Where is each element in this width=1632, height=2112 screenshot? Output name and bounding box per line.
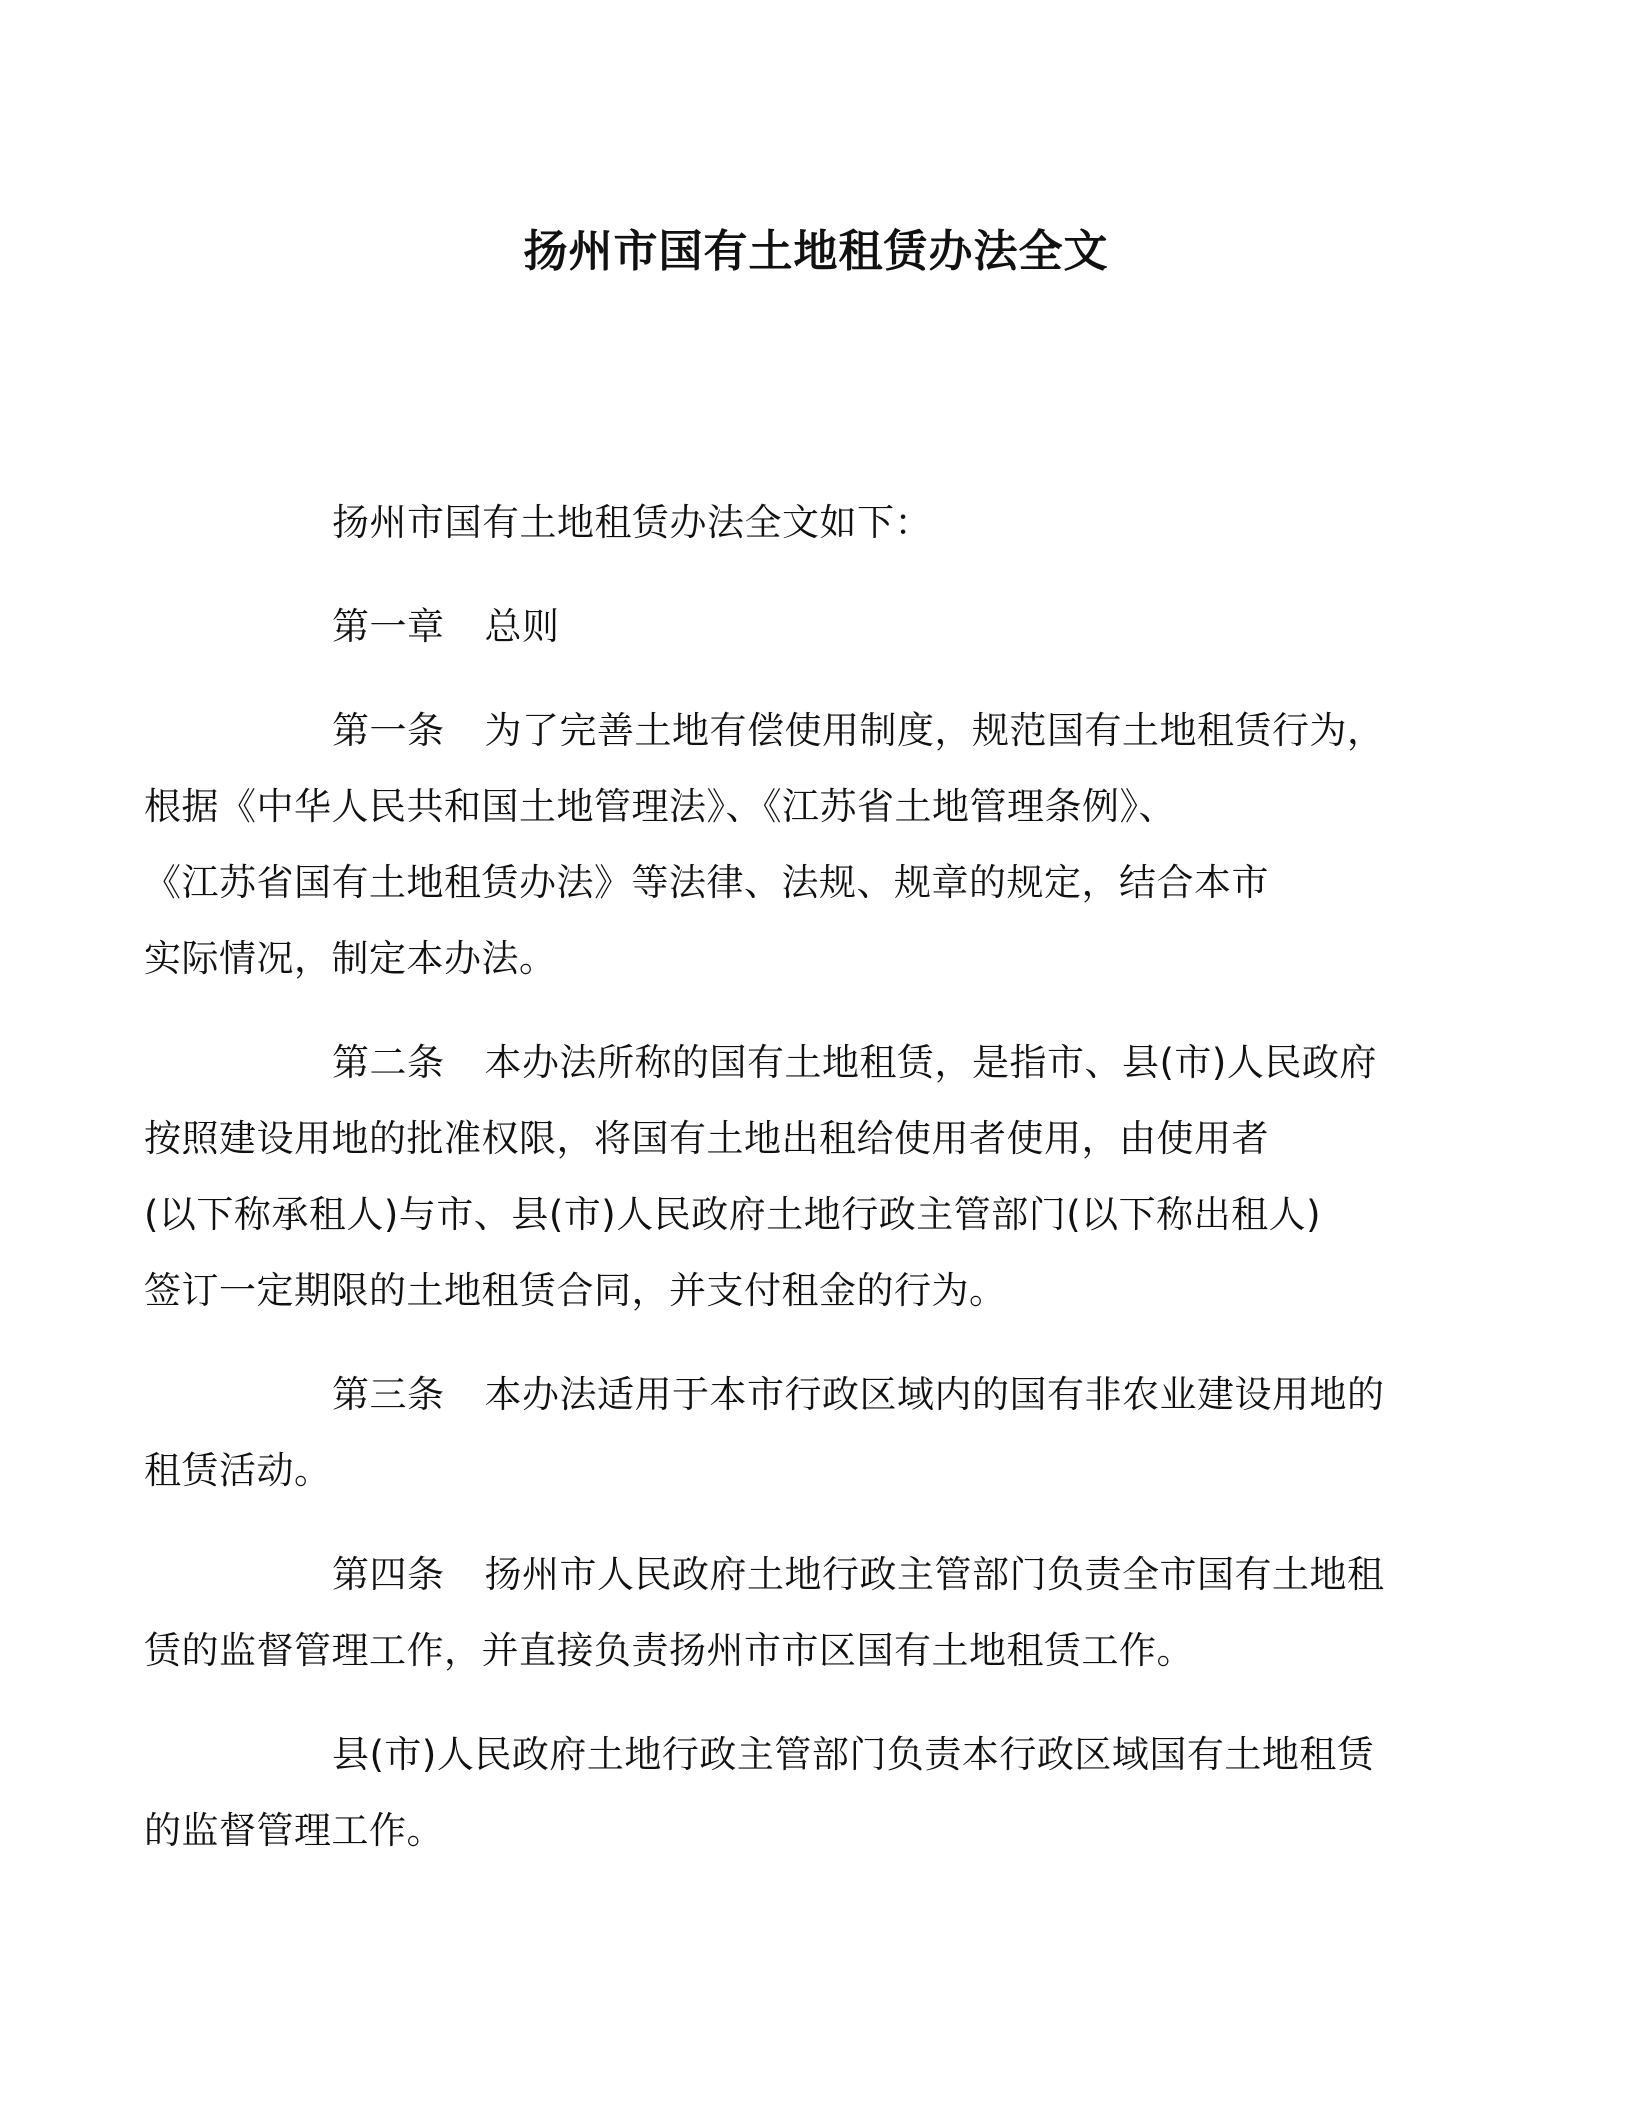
article-1 (144, 693, 1398, 997)
article-label: 第四条 (332, 1553, 445, 1596)
chapter-heading (238, 589, 1398, 665)
document-title: 扬州市国有土地租赁办法全文 (523, 226, 1109, 277)
chapter-title: 总则 (484, 605, 560, 648)
article-4 (144, 1537, 1398, 1689)
paragraph-line: 的监督管理工作。 (144, 1809, 444, 1852)
article-label: 第二条 (332, 1041, 445, 1084)
article-2 (144, 1025, 1398, 1329)
paragraph-line: 扬州市人民政府土地行政主管部门负责全市国有土地租 (484, 1553, 1385, 1596)
paragraph-line: 实际情况，制定本办法。 (144, 937, 557, 980)
paragraph-line: 租赁活动。 (144, 1449, 332, 1492)
paragraph-line: 签订一定期限的土地租赁合同，并支付租金的行为。 (144, 1269, 1007, 1312)
paragraph-line: 《江苏省国有土地租赁办法》等法律、法规、规章的规定，结合本市 (144, 861, 1269, 904)
paragraph-line: 为了完善土地有偿使用制度，规范国有土地租赁行为， (484, 709, 1385, 752)
article-label: 第三条 (332, 1373, 445, 1416)
intro-paragraph (238, 485, 1398, 561)
paragraph-line: 本办法适用于本市行政区域内的国有非农业建设用地的 (484, 1373, 1385, 1416)
paragraph-line: 按照建设用地的批准权限，将国有土地出租给使用者使用，由使用者 (144, 1117, 1269, 1160)
article-label: 第一条 (332, 709, 445, 752)
paragraph-line: 扬州市国有土地租赁办法全文如下： (332, 501, 932, 544)
paragraph-line: 赁的监督管理工作，并直接负责扬州市市区国有土地租赁工作。 (144, 1629, 1194, 1672)
document-body (144, 485, 1398, 1897)
article-4-clause-2 (144, 1717, 1398, 1869)
paragraph-line: 县(市)人民政府土地行政主管部门负责本行政区域国有土地租赁 (332, 1733, 1375, 1776)
paragraph-line: (以下称承租人)与市、县(市)人民政府土地行政主管部门(以下称出租人) (144, 1193, 1322, 1236)
article-3 (144, 1357, 1398, 1509)
paragraph-line: 根据《中华人民共和国土地管理法》、《江苏省土地管理条例》、 (144, 785, 1176, 828)
paragraph-line: 本办法所称的国有土地租赁，是指市、县(市)人民政府 (484, 1041, 1377, 1084)
chapter-label: 第一章 (332, 605, 445, 648)
